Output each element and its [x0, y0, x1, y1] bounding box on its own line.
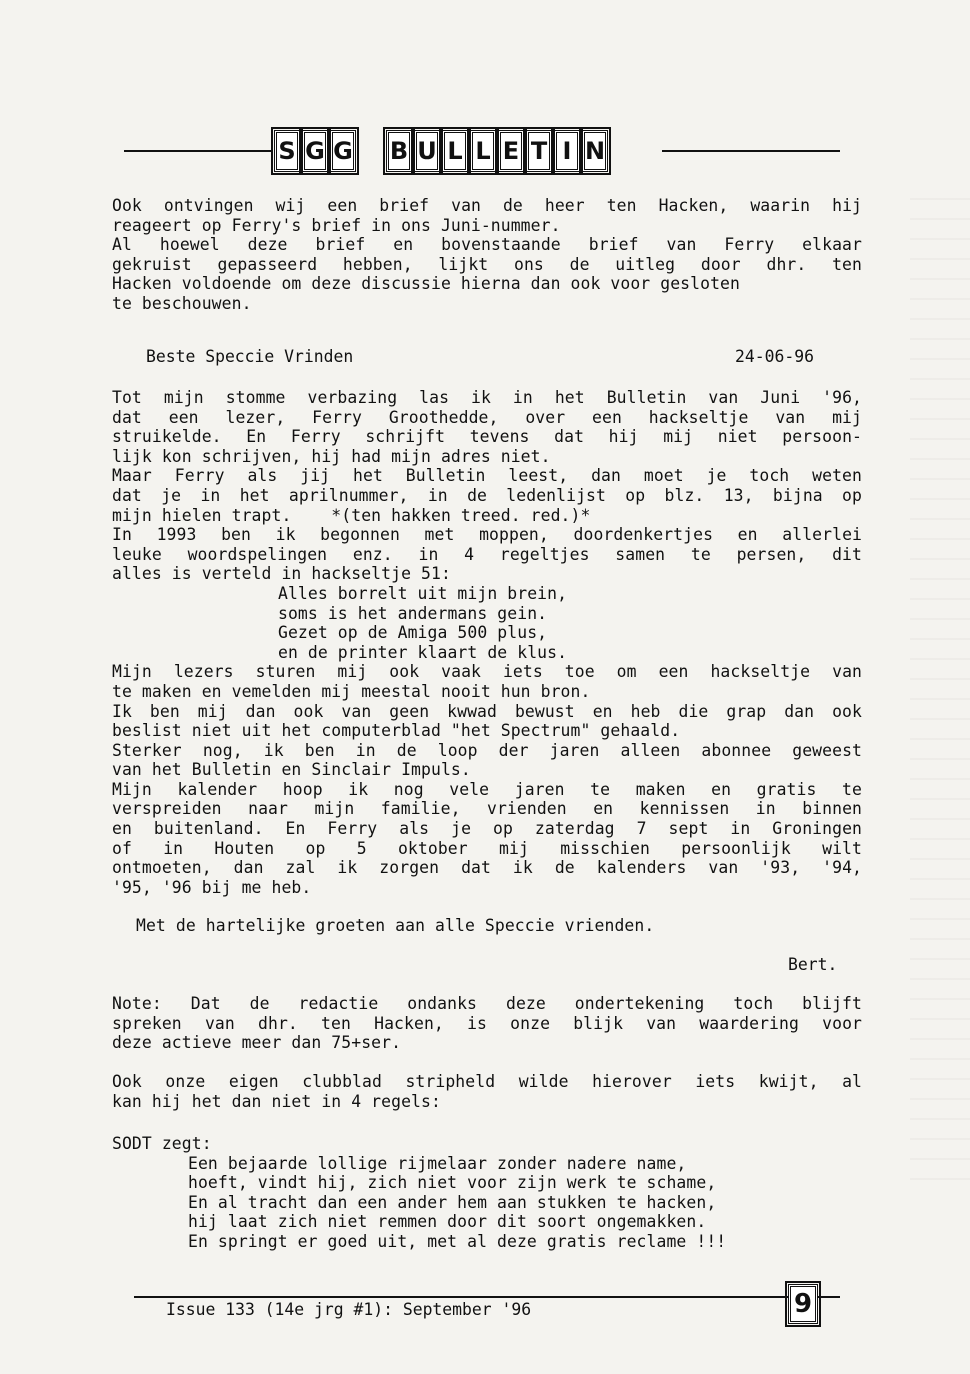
editor-note: [112, 994, 862, 1053]
text-line: Maar Ferry als jij het Bulletin leest, dan moet je toch weten: [112, 466, 862, 486]
text-line: dat een lezer, Ferry Groothedde, over een hackseltje van mij: [112, 407, 862, 427]
letter-date: 24-06-96: [735, 347, 814, 366]
masthead-word-sgg: [274, 130, 356, 172]
letter-closing: [112, 916, 862, 936]
text-line: spreken van dhr. ten Hacken, is onze blijk van waardering voor: [112, 1013, 862, 1033]
text-line: en buitenland. En Ferry als je op zaterdag 7 sept in Groningen: [112, 819, 862, 839]
footer-rule: [134, 1296, 840, 1298]
text-line: of in Houten op 5 oktober mij misschien persoonlijk wilt: [112, 838, 862, 858]
text-line: dat je in het aprilnummer, in de ledenlijst op blz. 13, bijna op: [112, 485, 862, 505]
sodt-poem: [112, 1134, 862, 1252]
text-line: '95, '96 bij me heb.: [112, 877, 312, 897]
header-rule-right: [662, 150, 840, 152]
text-line: deze actieve meer dan 75+ser.: [112, 1033, 402, 1053]
text-line: Sterker nog, ik ben in de loop der jaren alleen abonnee geweest: [112, 740, 862, 760]
letter-body: [112, 388, 862, 897]
poem-line: hij laat zich niet remmen door dit soort ongemakken.: [188, 1212, 707, 1232]
header-rule-left: [124, 150, 272, 152]
text-line: reageert op Ferry's brief in ons Juni-nummer.: [112, 215, 561, 235]
text-line: verspreiden naar mijn familie, vrienden en kennissen in binnen: [112, 799, 862, 819]
letter-header: [146, 347, 814, 366]
closing-line: Met de hartelijke groeten aan alle Speccie vrienden.: [136, 916, 655, 935]
text-line: Hacken voldoende om deze discussie hierna dan ook voor gesloten: [112, 274, 740, 294]
masthead-letter: G: [330, 130, 356, 172]
sodt-section: [112, 1072, 862, 1111]
text-line: Al hoewel deze brief en bovenstaande brief van Ferry elkaar: [112, 235, 862, 255]
text-line: Note: Dat de redactie ondanks deze ondertekening toch blijft: [112, 994, 862, 1013]
text-line: mijn hielen trapt. *(ten hakken treed. red.)*: [112, 505, 591, 525]
text-line: Mijn lezers sturen mij ook vaak iets toe om een hackseltje van: [112, 662, 862, 682]
poem-line: Alles borrelt uit mijn brein,: [278, 583, 568, 603]
poem-line: En springt er goed uit, met al deze gratis reclame !!!: [188, 1231, 727, 1251]
poem-line: hoeft, vindt hij, zich niet voor zijn werk te schame,: [188, 1173, 717, 1193]
masthead-word-bulletin: [386, 130, 608, 172]
text-line: In 1993 ben ik begonnen met moppen, doordenkertjes en allerlei: [112, 525, 862, 545]
masthead-letter: B: [386, 130, 412, 172]
sodt-label: SODT zegt:: [112, 1134, 212, 1153]
text-line: Ik ben mij dan ook van geen kwwad bewust en heb die grap dan ook: [112, 701, 862, 721]
masthead-letter: T: [526, 130, 552, 172]
poem-line: Gezet op de Amiga 500 plus,: [278, 623, 548, 643]
show-through-texture: [910, 180, 970, 1180]
text-line: struikelde. En Ferry schrijft tevens dat hij mij niet persoon-: [112, 427, 862, 447]
masthead-letter: U: [414, 130, 440, 172]
letter-signature: Bert.: [788, 955, 838, 974]
masthead-letter: G: [302, 130, 328, 172]
text-line: kan hij het dan niet in 4 regels:: [112, 1091, 441, 1111]
text-line: Mijn kalender hoop ik nog vele jaren te maken en gratis te: [112, 779, 862, 799]
text-line: Ook ontvingen wij een brief van de heer ten Hacken, waarin hij: [112, 196, 862, 215]
text-line: lijk kon schrijven, hij had mijn adres niet.: [112, 446, 551, 466]
text-line: alles is verteld in hackseltje 51:: [112, 564, 451, 584]
text-line: beslist niet uit het computerblad "het Spectrum" gehaald.: [112, 721, 681, 741]
text-line: van het Bulletin en Sinclair Impuls.: [112, 760, 471, 780]
masthead-letter: N: [582, 130, 608, 172]
text-line: Tot mijn stomme verbazing las ik in het Bulletin van Juni '96,: [112, 388, 862, 407]
footer-issue: Issue 133 (14e jrg #1): September '96: [166, 1300, 532, 1319]
masthead-letter: E: [498, 130, 524, 172]
intro-paragraph: [112, 196, 862, 314]
masthead-letter: L: [442, 130, 468, 172]
text-line: Ook onze eigen clubblad stripheld wilde hierover iets kwijt, al: [112, 1072, 862, 1091]
text-line: ontmoeten, dan zal ik zorgen dat ik de kalenders van '93, '94,: [112, 858, 862, 878]
poem-line: Een bejaarde lollige rijmelaar zonder nadere name,: [188, 1153, 687, 1173]
text-line: te maken en vemelden mij meestal nooit hun bron.: [112, 681, 591, 701]
text-line: leuke woordspelingen enz. in 4 regeltjes samen te persen, dit: [112, 544, 862, 564]
masthead: [274, 130, 608, 172]
masthead-letter: S: [274, 130, 300, 172]
poem-line: en de printer klaart de klus.: [278, 642, 568, 662]
masthead-letter: L: [470, 130, 496, 172]
masthead-letter: I: [554, 130, 580, 172]
letter-greeting: Beste Speccie Vrinden: [146, 347, 354, 366]
page-number: 9: [788, 1284, 818, 1324]
text-line: gekruist gepasseerd hebben, lijkt ons de uitleg door dhr. ten: [112, 254, 862, 274]
text-line: te beschouwen.: [112, 293, 252, 313]
poem-line: soms is het andermans gein.: [278, 603, 548, 623]
poem-line: En al tracht dan een ander hem aan stukken te hacken,: [188, 1192, 717, 1212]
